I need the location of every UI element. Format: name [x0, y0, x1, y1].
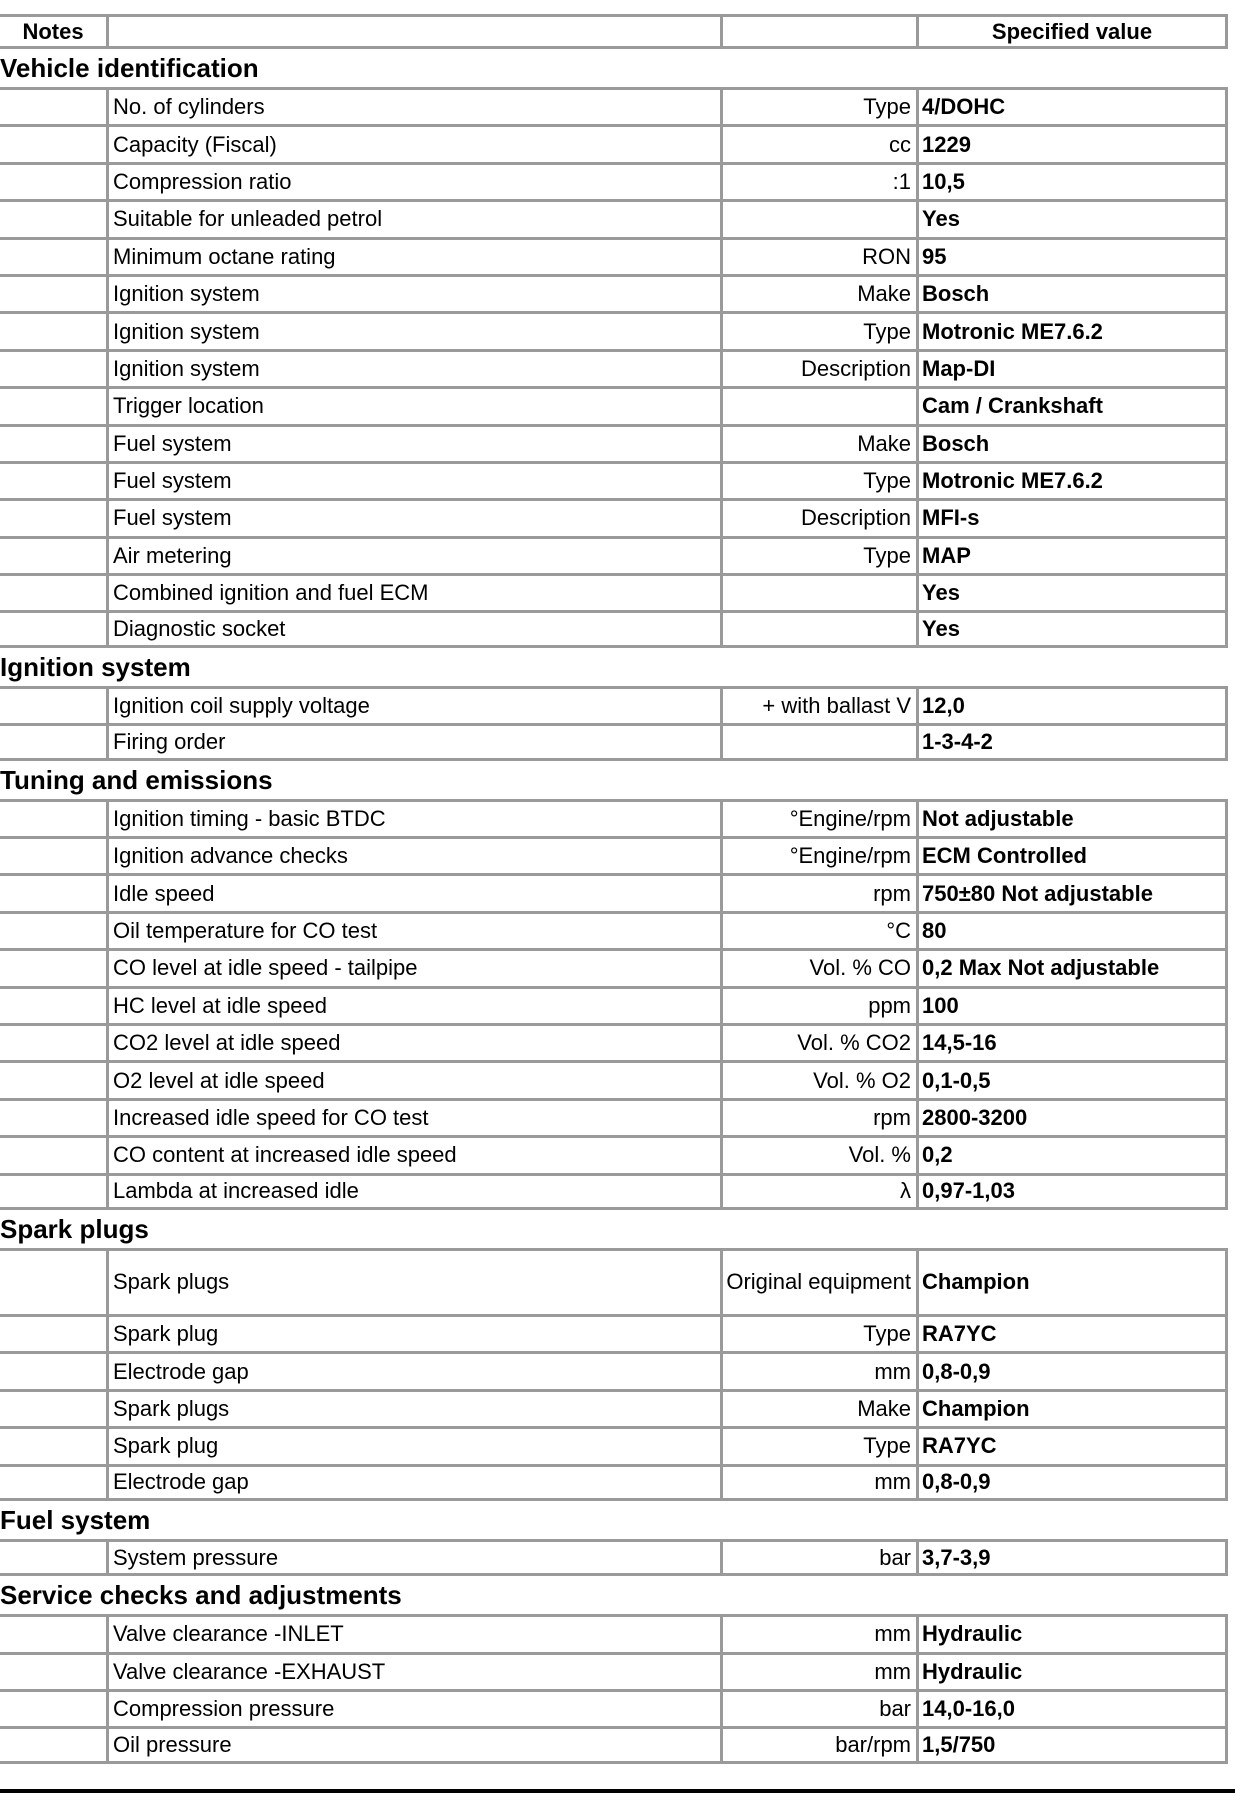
- table-row: [0, 124, 1235, 161]
- table-row: [0, 799, 1235, 836]
- table-row: [0, 1689, 1235, 1726]
- description-cell: Fuel system: [106, 498, 720, 535]
- description-cell: HC level at idle speed: [106, 986, 720, 1023]
- edge-cell: [1225, 1464, 1235, 1501]
- unit-cell: + with ballast V: [720, 686, 916, 723]
- description-cell: Fuel system: [106, 424, 720, 461]
- edge-cell: [1225, 1314, 1235, 1351]
- section-title: Service checks and adjustments: [0, 1580, 402, 1611]
- value-cell: 100: [916, 986, 1225, 1023]
- description-cell: Combined ignition and fuel ECM: [106, 573, 720, 610]
- table-row: [0, 911, 1235, 948]
- unit-cell: Type: [720, 1426, 916, 1463]
- edge-cell: [1225, 686, 1235, 723]
- edge-cell: [1225, 87, 1235, 124]
- notes-cell: [0, 162, 106, 199]
- unit-cell: Vol. % CO: [720, 948, 916, 985]
- table-row: [0, 1173, 1235, 1210]
- unit-cell: bar/rpm: [720, 1726, 916, 1763]
- unit-cell: [720, 573, 916, 610]
- edge-cell: [1225, 349, 1235, 386]
- section-header: [0, 1501, 1235, 1539]
- description-cell: Compression pressure: [106, 1689, 720, 1726]
- description-cell: Oil temperature for CO test: [106, 911, 720, 948]
- value-cell: Bosch: [916, 274, 1225, 311]
- edge-cell: [1225, 1248, 1235, 1314]
- description-cell: System pressure: [106, 1539, 720, 1576]
- unit-cell: bar: [720, 1689, 916, 1726]
- notes-cell: [0, 274, 106, 311]
- notes-cell: [0, 1689, 106, 1726]
- value-cell: 2800-3200: [916, 1098, 1225, 1135]
- value-cell: Champion: [916, 1248, 1225, 1314]
- unit-cell: Make: [720, 1389, 916, 1426]
- table-row: [0, 274, 1235, 311]
- unit-cell: °Engine/rpm: [720, 836, 916, 873]
- description-cell: Suitable for unleaded petrol: [106, 199, 720, 236]
- unit-cell: RON: [720, 237, 916, 274]
- description-cell: Ignition system: [106, 274, 720, 311]
- unit-cell: bar: [720, 1539, 916, 1576]
- value-cell: RA7YC: [916, 1314, 1225, 1351]
- value-cell: 0,2 Max Not adjustable: [916, 948, 1225, 985]
- unit-cell: mm: [720, 1464, 916, 1501]
- description-cell: Ignition advance checks: [106, 836, 720, 873]
- notes-cell: [0, 1173, 106, 1210]
- description-cell: Spark plug: [106, 1426, 720, 1463]
- unit-cell: Description: [720, 498, 916, 535]
- table-row: [0, 686, 1235, 723]
- unit-cell: Make: [720, 424, 916, 461]
- notes-cell: [0, 1060, 106, 1097]
- notes-cell: [0, 199, 106, 236]
- section-header: [0, 761, 1235, 799]
- section-title: Fuel system: [0, 1504, 151, 1535]
- edge-cell: [1225, 1614, 1235, 1651]
- edge-cell: [1225, 911, 1235, 948]
- notes-cell: [0, 723, 106, 760]
- notes-cell: [0, 1426, 106, 1463]
- section-header: [0, 49, 1235, 87]
- unit-cell: mm: [720, 1652, 916, 1689]
- table-header-row: [0, 14, 1235, 49]
- unit-cell: °C: [720, 911, 916, 948]
- value-cell: 1,5/750: [916, 1726, 1225, 1763]
- edge-cell: [1225, 1135, 1235, 1172]
- edge-cell: [1225, 610, 1235, 647]
- notes-cell: [0, 1248, 106, 1314]
- section-title: Spark plugs: [0, 1213, 149, 1244]
- unit-cell: :1: [720, 162, 916, 199]
- unit-cell: Type: [720, 1314, 916, 1351]
- description-cell: Valve clearance -EXHAUST: [106, 1652, 720, 1689]
- value-cell: 14,5-16: [916, 1023, 1225, 1060]
- unit-cell: Make: [720, 274, 916, 311]
- value-cell: Cam / Crankshaft: [916, 386, 1225, 423]
- table-row: [0, 1539, 1235, 1576]
- notes-cell: [0, 1539, 106, 1576]
- notes-cell: [0, 1023, 106, 1060]
- description-cell: Air metering: [106, 536, 720, 573]
- notes-cell: [0, 836, 106, 873]
- unit-cell: Type: [720, 311, 916, 348]
- notes-cell: [0, 610, 106, 647]
- unit-cell: rpm: [720, 873, 916, 910]
- notes-cell: [0, 573, 106, 610]
- edge-cell: [1225, 1023, 1235, 1060]
- table-body: [0, 49, 1235, 1764]
- notes-cell: [0, 386, 106, 423]
- table-row: [0, 386, 1235, 423]
- notes-cell: [0, 1652, 106, 1689]
- notes-cell: [0, 237, 106, 274]
- edge-cell: [1225, 1060, 1235, 1097]
- unit-cell: [720, 610, 916, 647]
- description-cell: Ignition coil supply voltage: [106, 686, 720, 723]
- edge-cell: [1225, 1726, 1235, 1763]
- unit-cell: λ: [720, 1173, 916, 1210]
- table-row: [0, 986, 1235, 1023]
- edge-cell: [1225, 836, 1235, 873]
- notes-cell: [0, 1389, 106, 1426]
- edge-cell: [1225, 461, 1235, 498]
- edge-cell: [1225, 873, 1235, 910]
- table-row: [0, 87, 1235, 124]
- edge-cell: [1225, 386, 1235, 423]
- value-cell: 14,0-16,0: [916, 1689, 1225, 1726]
- value-cell: 95: [916, 237, 1225, 274]
- table-row: [0, 1060, 1235, 1097]
- description-cell: Idle speed: [106, 873, 720, 910]
- edge-cell: [1225, 799, 1235, 836]
- description-cell: Spark plugs: [106, 1389, 720, 1426]
- notes-cell: [0, 424, 106, 461]
- edge-column: [1225, 14, 1235, 49]
- value-cell: Map-DI: [916, 349, 1225, 386]
- table-row: [0, 836, 1235, 873]
- value-cell: Champion: [916, 1389, 1225, 1426]
- unit-cell: Vol. %: [720, 1135, 916, 1172]
- section-header: [0, 1210, 1235, 1248]
- table-row: [0, 1314, 1235, 1351]
- description-cell: Diagnostic socket: [106, 610, 720, 647]
- edge-cell: [1225, 1098, 1235, 1135]
- notes-cell: [0, 911, 106, 948]
- edge-cell: [1225, 1689, 1235, 1726]
- description-cell: Minimum octane rating: [106, 237, 720, 274]
- unit-cell: [720, 723, 916, 760]
- notes-cell: [0, 1726, 106, 1763]
- value-cell: 0,97-1,03: [916, 1173, 1225, 1210]
- notes-cell: [0, 1314, 106, 1351]
- notes-cell: [0, 1135, 106, 1172]
- unit-cell: Type: [720, 87, 916, 124]
- notes-cell: [0, 948, 106, 985]
- value-cell: 0,2: [916, 1135, 1225, 1172]
- edge-cell: [1225, 1539, 1235, 1576]
- edge-cell: [1225, 1389, 1235, 1426]
- description-cell: Increased idle speed for CO test: [106, 1098, 720, 1135]
- value-cell: Yes: [916, 573, 1225, 610]
- edge-cell: [1225, 948, 1235, 985]
- table-row: [0, 424, 1235, 461]
- edge-cell: [1225, 162, 1235, 199]
- notes-cell: [0, 1098, 106, 1135]
- description-cell: CO content at increased idle speed: [106, 1135, 720, 1172]
- value-cell: Motronic ME7.6.2: [916, 311, 1225, 348]
- table-row: [0, 1098, 1235, 1135]
- notes-cell: [0, 1464, 106, 1501]
- description-cell: Ignition timing - basic BTDC: [106, 799, 720, 836]
- notes-cell: [0, 349, 106, 386]
- edge-cell: [1225, 199, 1235, 236]
- notes-cell: [0, 873, 106, 910]
- section-header: [0, 648, 1235, 686]
- value-cell: 0,8-0,9: [916, 1464, 1225, 1501]
- table-row: [0, 461, 1235, 498]
- table-row: [0, 1426, 1235, 1463]
- value-cell: 12,0: [916, 686, 1225, 723]
- value-cell: Yes: [916, 610, 1225, 647]
- unit-cell: Description: [720, 349, 916, 386]
- section-title: Tuning and emissions: [0, 764, 273, 795]
- table-row: [0, 1023, 1235, 1060]
- table-row: [0, 610, 1235, 647]
- edge-cell: [1225, 1351, 1235, 1388]
- value-cell: 1229: [916, 124, 1225, 161]
- notes-cell: [0, 498, 106, 535]
- value-cell: 10,5: [916, 162, 1225, 199]
- value-cell: 1-3-4-2: [916, 723, 1225, 760]
- unit-cell: cc: [720, 124, 916, 161]
- edge-cell: [1225, 1426, 1235, 1463]
- table-row: [0, 1464, 1235, 1501]
- notes-cell: [0, 124, 106, 161]
- unit-cell: mm: [720, 1614, 916, 1651]
- unit-cell: °Engine/rpm: [720, 799, 916, 836]
- unit-cell: Vol. % O2: [720, 1060, 916, 1097]
- value-cell: ECM Controlled: [916, 836, 1225, 873]
- value-cell: 3,7-3,9: [916, 1539, 1225, 1576]
- value-cell: Bosch: [916, 424, 1225, 461]
- table-row: [0, 162, 1235, 199]
- edge-cell: [1225, 311, 1235, 348]
- edge-cell: [1225, 424, 1235, 461]
- value-cell: 0,1-0,5: [916, 1060, 1225, 1097]
- description-cell: Firing order: [106, 723, 720, 760]
- value-cell: MAP: [916, 536, 1225, 573]
- description-cell: Compression ratio: [106, 162, 720, 199]
- value-cell: 80: [916, 911, 1225, 948]
- section-header: [0, 1576, 1235, 1614]
- unit-cell: mm: [720, 1351, 916, 1388]
- description-column-header: [106, 14, 720, 49]
- edge-cell: [1225, 274, 1235, 311]
- description-cell: Trigger location: [106, 386, 720, 423]
- notes-cell: [0, 799, 106, 836]
- notes-cell: [0, 536, 106, 573]
- edge-cell: [1225, 237, 1235, 274]
- notes-column-header: Notes: [0, 14, 106, 49]
- table-row: [0, 1389, 1235, 1426]
- table-row: [0, 349, 1235, 386]
- description-cell: No. of cylinders: [106, 87, 720, 124]
- table-row: [0, 948, 1235, 985]
- specified-value-column-header: Specified value: [916, 14, 1225, 49]
- unit-cell: Vol. % CO2: [720, 1023, 916, 1060]
- description-cell: Valve clearance -INLET: [106, 1614, 720, 1651]
- notes-cell: [0, 986, 106, 1023]
- description-cell: CO level at idle speed - tailpipe: [106, 948, 720, 985]
- edge-cell: [1225, 986, 1235, 1023]
- table-row: [0, 723, 1235, 760]
- value-cell: MFI-s: [916, 498, 1225, 535]
- table-row: [0, 1248, 1235, 1314]
- notes-cell: [0, 1614, 106, 1651]
- notes-cell: [0, 87, 106, 124]
- value-cell: Yes: [916, 199, 1225, 236]
- description-cell: Capacity (Fiscal): [106, 124, 720, 161]
- unit-cell: Original equipment: [720, 1248, 916, 1314]
- description-cell: Ignition system: [106, 349, 720, 386]
- edge-cell: [1225, 1652, 1235, 1689]
- edge-cell: [1225, 124, 1235, 161]
- edge-cell: [1225, 536, 1235, 573]
- notes-cell: [0, 686, 106, 723]
- value-cell: Not adjustable: [916, 799, 1225, 836]
- edge-cell: [1225, 498, 1235, 535]
- value-cell: Hydraulic: [916, 1614, 1225, 1651]
- unit-cell: [720, 386, 916, 423]
- table-row: [0, 1614, 1235, 1651]
- description-cell: Oil pressure: [106, 1726, 720, 1763]
- edge-cell: [1225, 1173, 1235, 1210]
- table-row: [0, 1726, 1235, 1763]
- description-cell: CO2 level at idle speed: [106, 1023, 720, 1060]
- table-row: [0, 573, 1235, 610]
- table-row: [0, 873, 1235, 910]
- value-cell: Motronic ME7.6.2: [916, 461, 1225, 498]
- unit-cell: rpm: [720, 1098, 916, 1135]
- notes-cell: [0, 461, 106, 498]
- table-row: [0, 1351, 1235, 1388]
- unit-cell: Type: [720, 536, 916, 573]
- table-row: [0, 237, 1235, 274]
- description-cell: Fuel system: [106, 461, 720, 498]
- value-cell: 750±80 Not adjustable: [916, 873, 1225, 910]
- notes-cell: [0, 1351, 106, 1388]
- description-cell: Ignition system: [106, 311, 720, 348]
- section-title: Ignition system: [0, 651, 191, 682]
- unit-cell: Type: [720, 461, 916, 498]
- value-cell: Hydraulic: [916, 1652, 1225, 1689]
- value-cell: RA7YC: [916, 1426, 1225, 1463]
- section-title: Vehicle identification: [0, 53, 259, 83]
- value-cell: 4/DOHC: [916, 87, 1225, 124]
- table-row: [0, 498, 1235, 535]
- value-cell: 0,8-0,9: [916, 1351, 1225, 1388]
- description-cell: Lambda at increased idle: [106, 1173, 720, 1210]
- bottom-rule: [0, 1789, 1235, 1793]
- table-row: [0, 536, 1235, 573]
- unit-column-header: [720, 14, 916, 49]
- description-cell: Spark plug: [106, 1314, 720, 1351]
- notes-cell: [0, 311, 106, 348]
- table-row: [0, 1135, 1235, 1172]
- table-row: [0, 311, 1235, 348]
- description-cell: Electrode gap: [106, 1351, 720, 1388]
- table-row: [0, 199, 1235, 236]
- edge-cell: [1225, 723, 1235, 760]
- description-cell: Spark plugs: [106, 1248, 720, 1314]
- edge-cell: [1225, 573, 1235, 610]
- description-cell: Electrode gap: [106, 1464, 720, 1501]
- unit-cell: [720, 199, 916, 236]
- unit-cell: ppm: [720, 986, 916, 1023]
- description-cell: O2 level at idle speed: [106, 1060, 720, 1097]
- table-row: [0, 1652, 1235, 1689]
